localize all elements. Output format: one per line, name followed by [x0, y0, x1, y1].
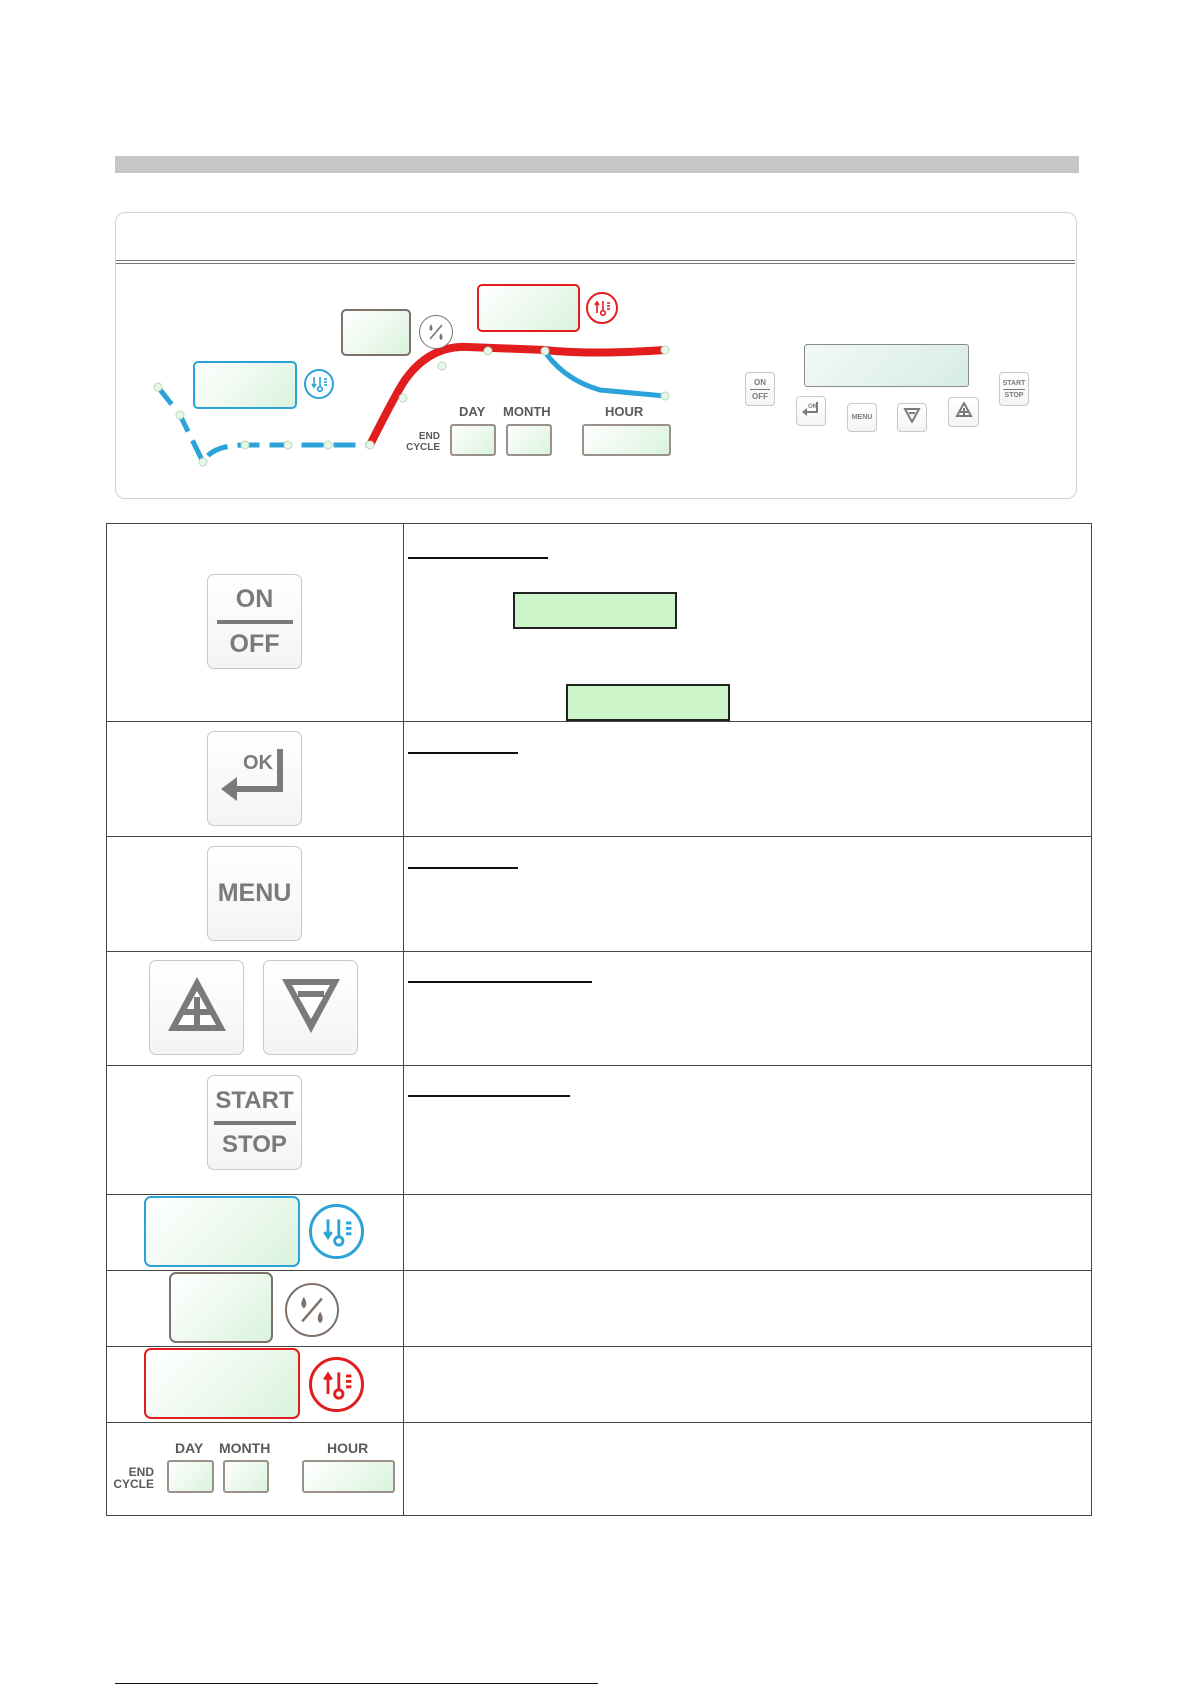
month-display — [506, 424, 552, 456]
legend-hour-display — [302, 1460, 395, 1493]
plus-button[interactable] — [948, 397, 979, 427]
hour-display — [582, 424, 671, 456]
ok-section-title — [408, 752, 518, 754]
legend-day-label: DAY — [175, 1440, 204, 1456]
legend-humidity-display — [169, 1272, 273, 1343]
minus-button[interactable] — [897, 403, 927, 432]
enter-arrow-icon — [215, 741, 295, 816]
on-off-section-title — [408, 557, 548, 559]
menu-section-title — [408, 867, 518, 869]
humidity-display — [341, 309, 411, 356]
svg-text:OK: OK — [242, 752, 273, 774]
legend-row-plus-minus — [107, 952, 1092, 1066]
legend-month-display — [223, 1460, 269, 1493]
thermometer-up-icon — [586, 292, 618, 324]
legend-hot-temperature-display — [144, 1348, 300, 1419]
hot-temperature-display — [477, 284, 580, 332]
legend-plus-button — [149, 960, 244, 1055]
start-stop-button[interactable]: START STOP — [999, 372, 1029, 406]
hour-label: HOUR — [605, 404, 644, 419]
legend-menu-button: MENU — [207, 846, 302, 941]
svg-text:OK: OK — [808, 403, 817, 410]
legend-cold-temperature-display — [144, 1196, 300, 1267]
legend-month-label: MONTH — [219, 1440, 271, 1456]
legend-end-cycle-label: END CYCLE — [113, 1465, 154, 1491]
humidity-icon — [285, 1283, 339, 1337]
plus-triangle-icon — [955, 402, 973, 423]
legend-minus-button — [263, 960, 358, 1055]
thermometer-down-icon — [309, 1204, 364, 1259]
lcd-message-box — [566, 684, 730, 721]
cold-temperature-display — [193, 361, 297, 409]
day-display — [450, 424, 496, 456]
thermometer-up-icon — [309, 1357, 364, 1412]
legend-hour-label: HOUR — [327, 1440, 369, 1456]
plus-triangle-icon — [162, 973, 232, 1042]
thermometer-down-icon — [304, 369, 334, 399]
legend-ok-button — [207, 731, 302, 826]
on-off-button[interactable]: ON OFF — [745, 372, 775, 406]
humidity-icon — [419, 315, 453, 349]
minus-triangle-icon — [903, 407, 921, 428]
day-label: DAY — [459, 404, 486, 419]
legend-start-stop-button: START STOP — [207, 1075, 302, 1170]
minus-triangle-icon — [276, 973, 346, 1042]
month-label: MONTH — [503, 404, 551, 419]
end-cycle-label: END CYCLE — [406, 431, 440, 453]
lcd-message-box — [513, 592, 677, 629]
menu-button[interactable]: MENU — [847, 403, 877, 432]
footer-rule — [115, 1683, 598, 1684]
ok-button[interactable] — [796, 396, 826, 426]
plus-minus-section-title — [408, 981, 592, 983]
start-stop-section-title — [408, 1095, 570, 1097]
main-lcd-display — [804, 344, 969, 387]
legend-day-display — [167, 1460, 214, 1493]
legend-on-off-button: ON OFF — [207, 574, 302, 669]
enter-arrow-icon — [800, 400, 822, 423]
